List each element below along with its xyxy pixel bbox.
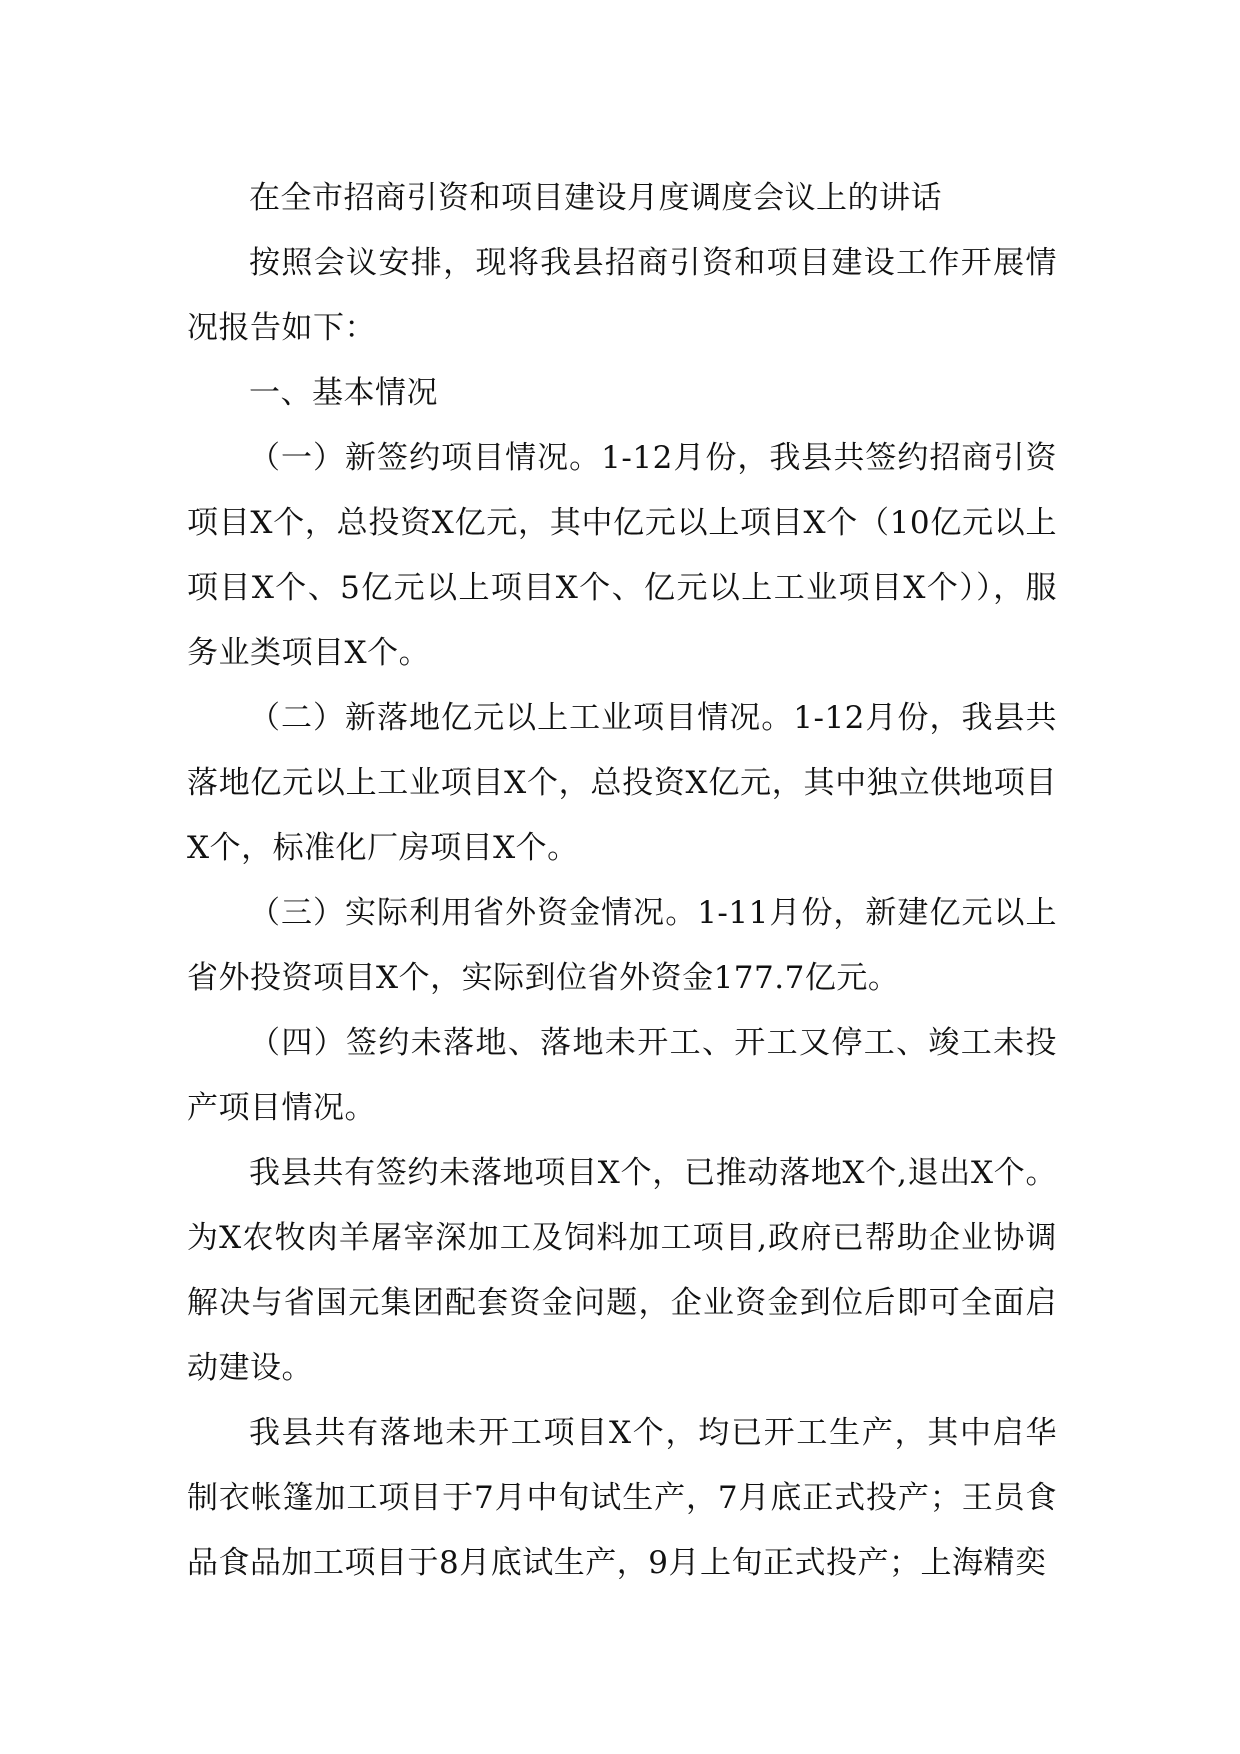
paragraph-intro: 按照会议安排，现将我县招商引资和项目建设工作开展情况报告如下： bbox=[187, 245, 1057, 346]
paragraph-outside-funds: （三）实际利用省外资金情况。1-11月份，新建亿元以上省外投资项目X个，实际到位省外资金177.7亿元。 bbox=[187, 895, 1057, 996]
paragraph-signed-not-landed: 我县共有签约未落地项目X个，已推动落地X个,退出X个。为X农牧肉羊屠宰深加工及饲料加工项目,政府已帮助企业协调解决与省国元集团配套资金问题，企业资金到位后即可全面启动建设。 bbox=[187, 1155, 1057, 1386]
paragraph-new-landed: （二）新落地亿元以上工业项目情况。1-12月份，我县共落地亿元以上工业项目X个，总投资X亿元，其中独立供地项目X个，标准化厂房项目X个。 bbox=[187, 700, 1057, 866]
document-body bbox=[187, 166, 1057, 1596]
document-title: 在全市招商引资和项目建设月度调度会议上的讲话 bbox=[249, 180, 942, 216]
paragraph-new-signed: （一）新签约项目情况。1-12月份，我县共签约招商引资项目X个，总投资X亿元，其中亿元以上项目X个（10亿元以上项目X个、5亿元以上项目X个、亿元以上工业项目X个）），服务业类项目X个。 bbox=[187, 440, 1057, 671]
paragraph-unfinished-projects: （四）签约未落地、落地未开工、开工又停工、竣工未投产项目情况。 bbox=[187, 1025, 1057, 1126]
paragraph-landed-not-started: 我县共有落地未开工项目X个，均已开工生产，其中启华制衣帐篷加工项目于7月中旬试生产，7月底正式投产；王员食品食品加工项目于8月底试生产，9月上旬正式投产；上海精奕 bbox=[187, 1415, 1057, 1581]
section-heading-basic: 一、基本情况 bbox=[249, 375, 438, 411]
